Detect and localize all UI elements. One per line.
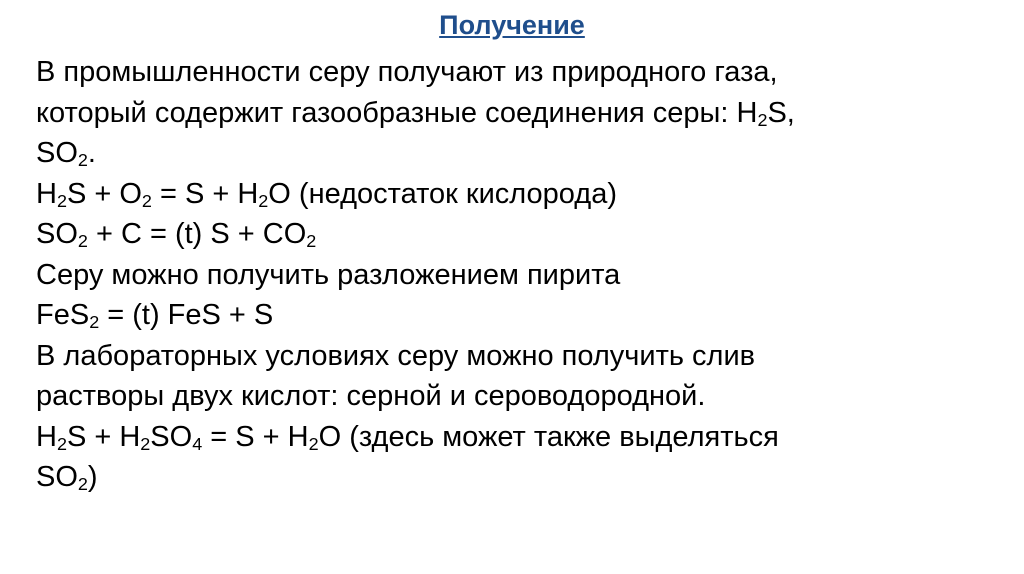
text-segment: Серу можно получить разложением пирита — [36, 258, 621, 291]
text-segment: SO — [36, 461, 78, 493]
slide-body — [36, 52, 996, 498]
text-segment: S + H — [66, 420, 141, 453]
text-segment: S, — [767, 96, 795, 129]
subscript: 2 — [306, 230, 317, 251]
text-segment: = (t) FeS + S — [99, 299, 274, 331]
text-segment: FeS — [36, 299, 90, 331]
text-line — [36, 214, 996, 255]
subscript: 2 — [140, 433, 151, 454]
text-segment: SO — [150, 420, 193, 453]
subscript: 2 — [56, 190, 67, 211]
text-segment: растворы двух кислот: серной и сероводородной. — [36, 380, 706, 412]
text-segment: O (недостаток кислорода) — [268, 177, 617, 210]
text-segment: = S + H — [202, 420, 309, 453]
text-line — [36, 295, 996, 336]
text-line — [36, 133, 996, 174]
text-segment: В лабораторных условиях серу можно получить слив — [36, 339, 756, 372]
text-segment: H — [36, 420, 57, 453]
slide-title: Получение — [439, 10, 585, 40]
text-segment: SO — [36, 137, 78, 169]
subscript: 2 — [56, 433, 67, 454]
text-segment: ) — [87, 461, 98, 493]
subscript: 2 — [77, 149, 88, 170]
text-segment: SO — [36, 218, 78, 250]
subscript: 2 — [77, 230, 88, 251]
text-segment: + C = (t) S + CO — [87, 218, 307, 250]
subscript: 2 — [77, 473, 88, 494]
text-line — [36, 174, 996, 215]
text-line — [36, 336, 996, 377]
text-segment: который содержит газообразные соединения серы: H — [36, 96, 758, 129]
text-line — [36, 417, 996, 458]
subscript: 2 — [258, 190, 269, 211]
subscript: 2 — [308, 433, 319, 454]
text-segment: S + O — [66, 177, 142, 210]
text-line — [36, 93, 996, 134]
subscript: 4 — [192, 433, 203, 454]
text-line — [36, 52, 996, 93]
text-line — [36, 457, 996, 498]
text-line — [36, 255, 996, 296]
text-segment: H — [36, 177, 57, 210]
text-segment: В промышленности серу получают из природного газа, — [36, 56, 778, 88]
subscript: 2 — [141, 190, 152, 211]
text-line — [36, 376, 996, 417]
subscript: 2 — [89, 311, 100, 332]
text-segment: = S + H — [151, 177, 259, 210]
text-segment: . — [87, 137, 96, 169]
text-segment: O (здесь может также выделяться — [318, 420, 779, 453]
subscript: 2 — [757, 109, 768, 130]
